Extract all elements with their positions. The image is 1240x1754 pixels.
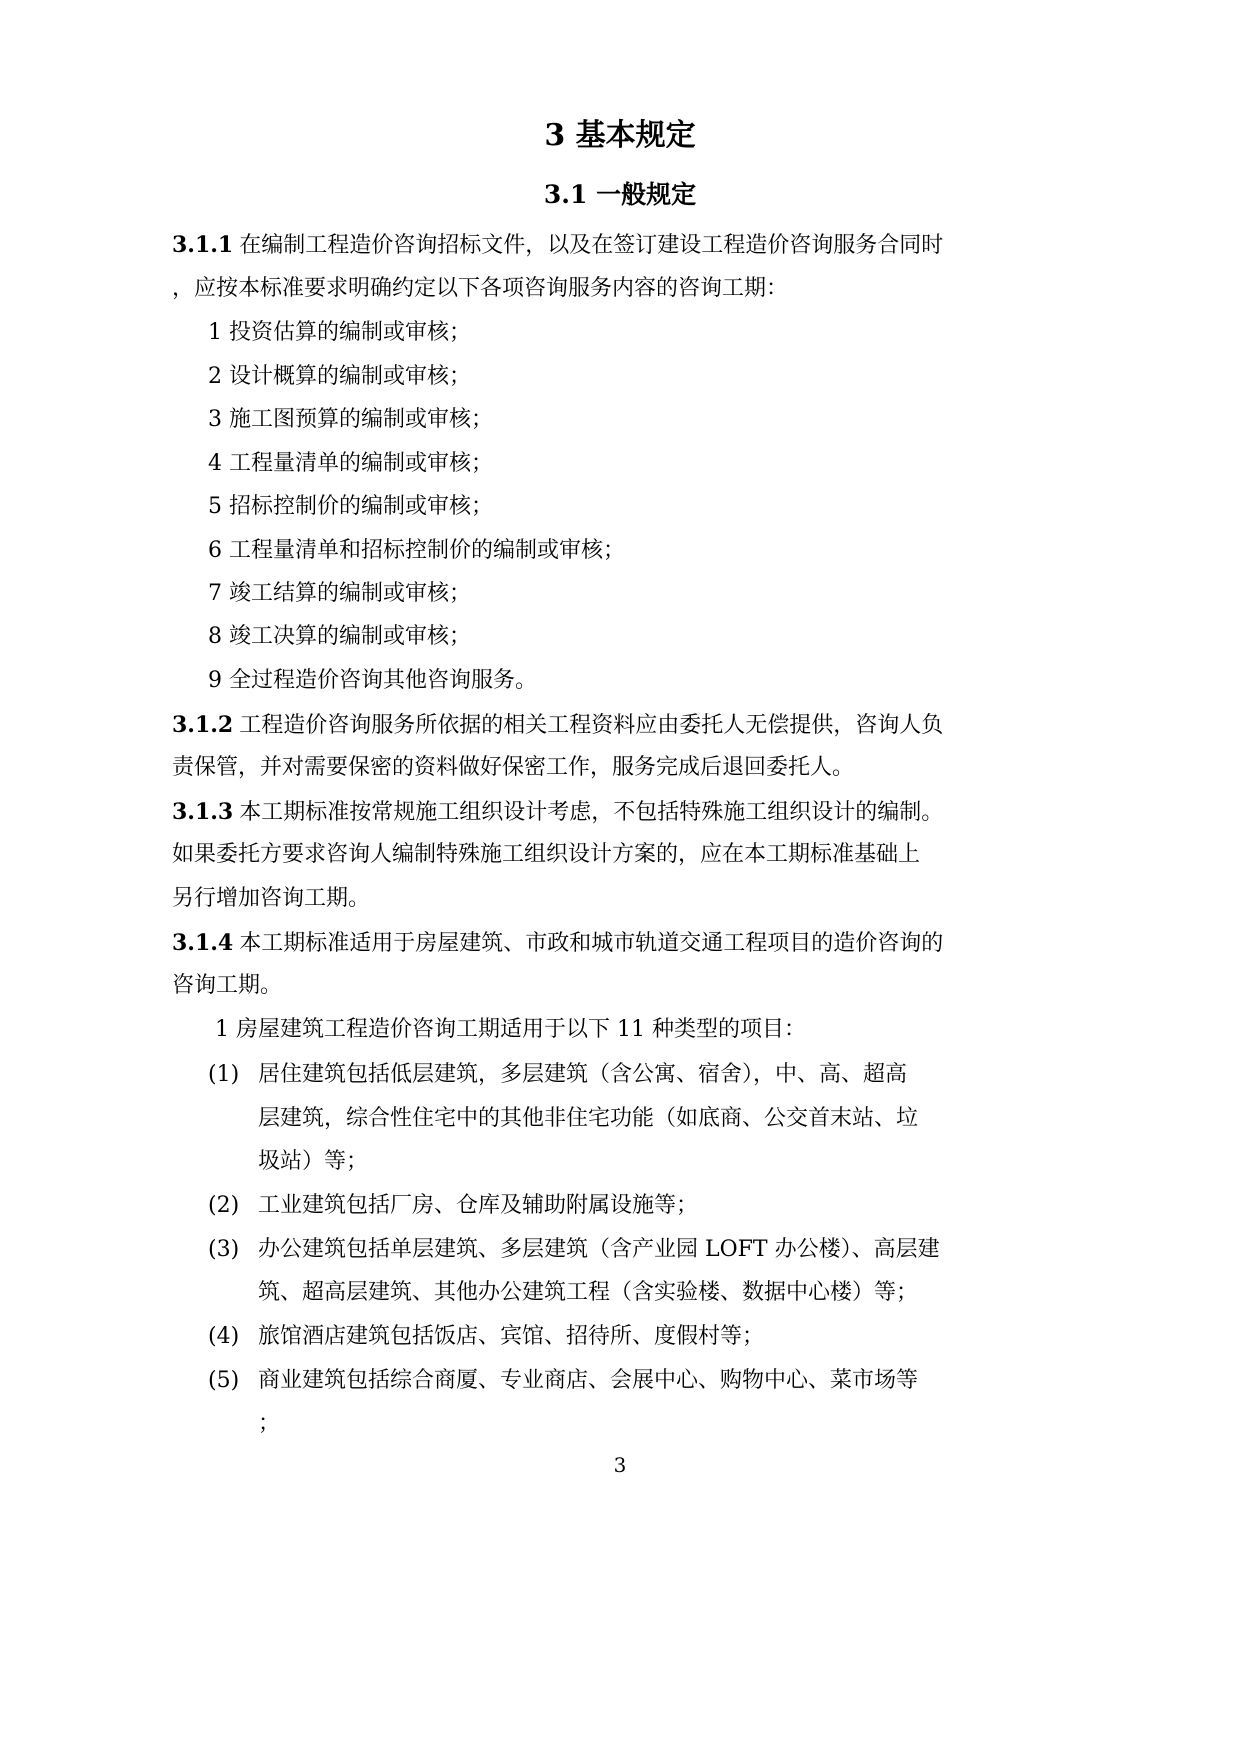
clause-3-1-2-line-2: 责保管，并对需要保密的资料做好保密工作，服务完成后退回委托人。 <box>172 755 855 780</box>
clause-3-1-3-line-2: 如果委托方要求咨询人编制特殊施工组织设计方案的，应在本工期标准基础上 <box>172 842 921 867</box>
numbered-item-3-cont: 筑、超高层建筑、其他办公建筑工程（含实验楼、数据中心楼）等； <box>258 1280 919 1305</box>
page-number: 3 <box>613 1453 627 1477</box>
list-item: 4 工程量清单的编制或审核； <box>208 451 493 476</box>
item-number: (1) <box>208 1062 240 1087</box>
clause-text: 在编制工程造价咨询招标文件，以及在签订建设工程造价咨询服务合同时 <box>239 233 944 258</box>
list-item: 7 竣工结算的编制或审核； <box>208 581 471 606</box>
section-title: 3.1 一般规定 <box>543 180 697 209</box>
numbered-item-1-cont: 圾站）等； <box>258 1149 369 1174</box>
numbered-item-4 <box>208 1322 764 1352</box>
list-item: 1 投资估算的编制或审核； <box>208 320 471 345</box>
clause-text: 本工期标准按常规施工组织设计考虑，不包括特殊施工组织设计的编制。 <box>239 800 944 825</box>
clause-3-1-4-line-2: 咨询工期。 <box>172 973 283 998</box>
numbered-item-3 <box>208 1235 940 1265</box>
item-text: 工业建筑包括厂房、仓库及辅助附属设施等； <box>258 1193 699 1218</box>
clause-3-1-3-line-3: 另行增加咨询工期。 <box>172 886 371 911</box>
numbered-item-1 <box>208 1060 907 1090</box>
clause-number: 3.1.3 <box>172 799 234 825</box>
list-item: 2 设计概算的编制或审核； <box>208 364 471 389</box>
clause-number: 3.1.4 <box>172 930 234 956</box>
clause-3-1-1-line-1 <box>172 230 943 261</box>
sub-item-1: 1 房屋建筑工程造价咨询工期适用于以下 11 种类型的项目： <box>215 1017 806 1042</box>
item-number: (2) <box>208 1193 240 1218</box>
numbered-item-5 <box>208 1366 918 1396</box>
clause-3-1-2-line-1 <box>172 710 943 741</box>
item-text: 居住建筑包括低层建筑，多层建筑（含公寓、宿舍），中、高、超高 <box>258 1062 908 1087</box>
list-item: 8 竣工决算的编制或审核； <box>208 624 471 649</box>
clause-text: 本工期标准适用于房屋建筑、市政和城市轨道交通工程项目的造价咨询的 <box>239 931 944 956</box>
item-number: (4) <box>208 1324 240 1349</box>
clause-3-1-3-line-1 <box>172 797 943 828</box>
clause-3-1-1-line-2: ，应按本标准要求明确约定以下各项咨询服务内容的咨询工期： <box>172 276 789 301</box>
list-item: 9 全过程造价咨询其他咨询服务。 <box>208 668 537 693</box>
list-item: 5 招标控制价的编制或审核； <box>208 494 493 519</box>
clause-3-1-4-line-1 <box>172 928 943 959</box>
chapter-title: 3 基本规定 <box>544 118 696 153</box>
item-text: 商业建筑包括综合商厦、专业商店、会展中心、购物中心、菜市场等 <box>258 1368 919 1393</box>
numbered-item-1-cont: 层建筑，综合性住宅中的其他非住宅功能（如底商、公交首末站、垃 <box>258 1106 919 1131</box>
item-number: (3) <box>208 1237 240 1262</box>
list-item: 6 工程量清单和招标控制价的编制或审核； <box>208 538 625 563</box>
list-item: 3 施工图预算的编制或审核； <box>208 407 493 432</box>
numbered-item-2 <box>208 1191 698 1221</box>
clause-text: 工程造价咨询服务所依据的相关工程资料应由委托人无偿提供，咨询人负 <box>239 713 944 738</box>
item-number: (5) <box>208 1368 240 1393</box>
clause-number: 3.1.1 <box>172 232 234 258</box>
item-text: 旅馆酒店建筑包括饭店、宾馆、招待所、度假村等； <box>258 1324 765 1349</box>
item-text: 办公建筑包括单层建筑、多层建筑（含产业园 LOFT 办公楼）、高层建 <box>258 1237 940 1262</box>
clause-number: 3.1.2 <box>172 712 234 738</box>
numbered-item-5-cont: ； <box>258 1411 281 1436</box>
